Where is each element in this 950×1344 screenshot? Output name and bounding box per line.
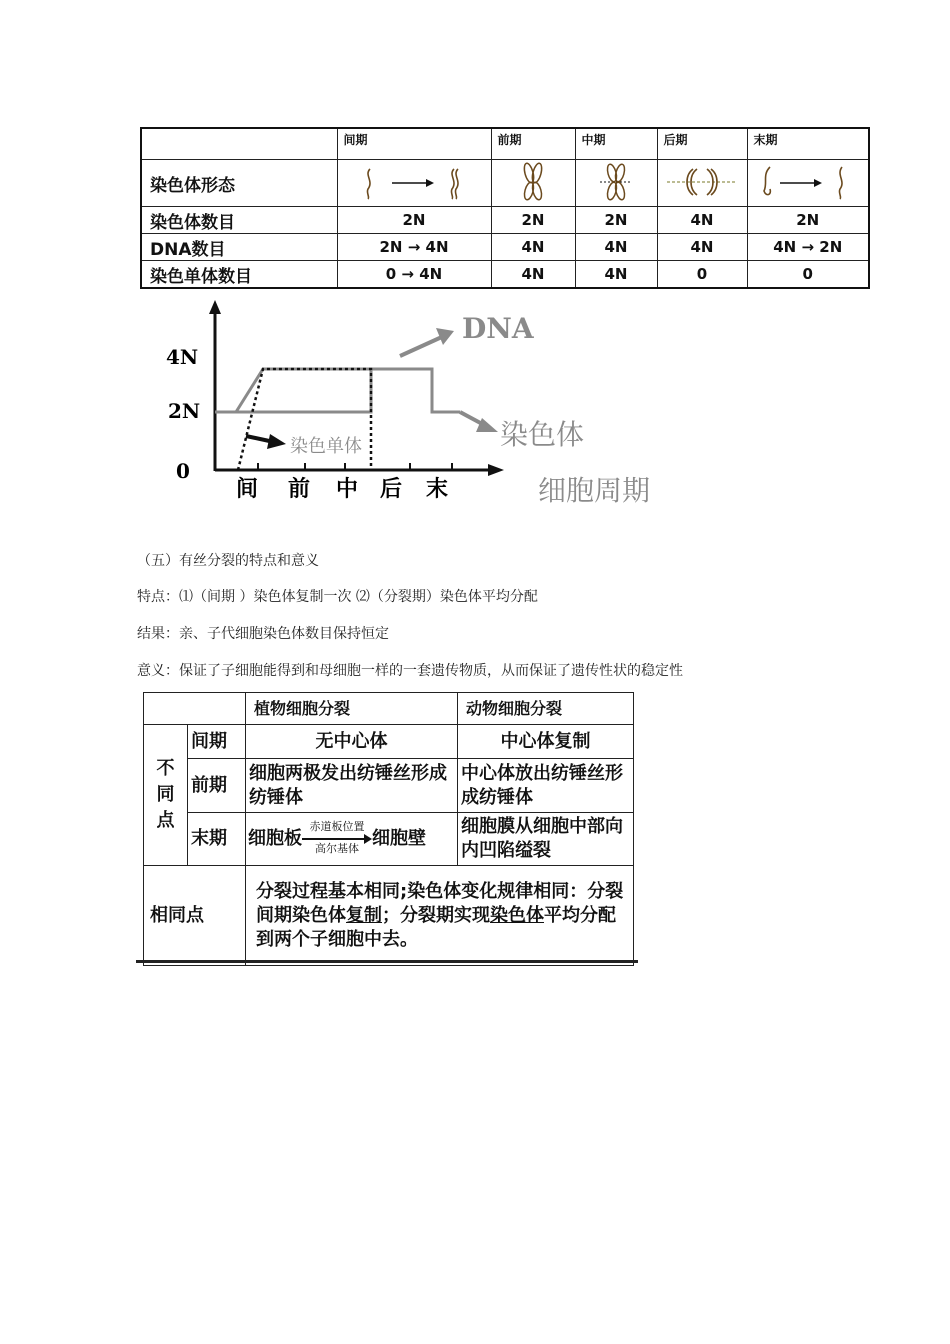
- table-cell: 0 → 4N: [337, 261, 491, 289]
- table-row: [144, 813, 634, 866]
- chromosome-shape-telophase: [747, 160, 869, 207]
- arrow-bottom-text: 高尔基体: [315, 842, 359, 855]
- stage-label: 间期: [188, 725, 246, 759]
- table-row: [141, 261, 869, 289]
- table-cell: 0: [657, 261, 747, 289]
- table-header-row: [144, 693, 634, 725]
- header-telophase: 末期: [747, 128, 869, 160]
- chromosome-table: [140, 127, 870, 289]
- chromosome-drawing-icon: [756, 161, 860, 201]
- table-cell: 2N → 4N: [337, 234, 491, 261]
- reaction-arrow: [302, 822, 372, 856]
- same-text-2: ；分裂期实现: [382, 904, 490, 926]
- same-points-cell: [246, 866, 634, 966]
- arrow-top-text: 赤道板位置: [309, 820, 365, 833]
- table-cell: 4N: [491, 234, 575, 261]
- header-empty: [141, 128, 337, 160]
- chromosome-line: [215, 369, 460, 412]
- table-cell: 细胞膜从细胞中部向内凹陷缢裂: [458, 813, 634, 866]
- table-cell: 中心体复制: [458, 725, 634, 759]
- label-chromatid: 染色单体: [290, 436, 362, 457]
- chromosome-shape-interphase: [337, 160, 491, 207]
- bottom-rule: [136, 960, 638, 963]
- chromosome-drawing-icon: [667, 161, 737, 201]
- x-label-interphase: 间: [236, 477, 259, 502]
- table-row: [141, 207, 869, 234]
- chromosome-drawing-icon: [354, 161, 474, 201]
- table-cell: 4N → 2N: [747, 234, 869, 261]
- header-animal: 动物细胞分裂: [458, 693, 634, 725]
- table-cell: 0: [747, 261, 869, 289]
- same-label: 相同点: [144, 866, 246, 966]
- table-cell: 2N: [747, 207, 869, 234]
- row-label: 染色体数目: [141, 207, 337, 234]
- table-cell: 4N: [575, 261, 657, 289]
- same-underline-1: 复制: [346, 904, 382, 926]
- features-text: 特点：⑴（间期 ）染色体复制一次 ⑵（分裂期）染色体平均分配: [137, 589, 538, 605]
- arrow-line: [302, 838, 366, 840]
- y-label-2n: 2N: [168, 399, 201, 423]
- chromatid-arrow-head-icon: [267, 434, 286, 449]
- label-chromosome: 染色体: [500, 418, 585, 451]
- y-label-4n: 4N: [166, 345, 199, 369]
- table-row: [141, 234, 869, 261]
- label-dna: DNA: [462, 312, 534, 345]
- cell-plate-text: 细胞板: [248, 828, 302, 849]
- header-plant: 植物细胞分裂: [246, 693, 458, 725]
- table-cell: 4N: [657, 207, 747, 234]
- x-label-telophase: 末: [426, 477, 449, 502]
- chromosome-shape-metaphase: [575, 160, 657, 207]
- header-interphase: 间期: [337, 128, 491, 160]
- chromosome-drawing-icon: [518, 161, 548, 201]
- table-cell: 2N: [575, 207, 657, 234]
- table-row: [141, 160, 869, 207]
- stage-label: 末期: [188, 813, 246, 866]
- cell-wall-text: 细胞壁: [372, 828, 426, 849]
- x-label-prophase: 前: [288, 477, 311, 502]
- chromosome-drawing-icon: [598, 161, 634, 201]
- table-cell: 细胞两极发出纺锤丝形成纺锤体: [246, 759, 458, 813]
- x-label-anaphase: 后: [380, 477, 403, 502]
- stage-label: 前期: [188, 759, 246, 813]
- x-label-metaphase: 中: [336, 477, 359, 502]
- table-cell: 无中心体: [246, 725, 458, 759]
- result-text: 结果：亲、子代细胞染色体数目保持恒定: [137, 626, 389, 642]
- header-anaphase: 后期: [657, 128, 747, 160]
- header-metaphase: 中期: [575, 128, 657, 160]
- same-text-3: 平均分配到两个子细胞中去。: [256, 904, 616, 950]
- chromosome-arrow-head-icon: [476, 418, 498, 432]
- section-title: （五）有丝分裂的特点和意义: [137, 553, 319, 569]
- row-label: 染色单体数目: [141, 261, 337, 289]
- table-header-row: [141, 128, 869, 160]
- chromosome-shape-anaphase: [657, 160, 747, 207]
- plant-animal-comparison-table: [143, 692, 634, 966]
- dna-line: [215, 369, 371, 412]
- row-label: 染色体形态: [141, 160, 337, 207]
- table-cell: 4N: [491, 261, 575, 289]
- table-row: [144, 725, 634, 759]
- dna-arrow: [400, 336, 444, 356]
- table-row: [144, 759, 634, 813]
- y-axis-arrow-icon: [209, 300, 221, 314]
- table-row: [144, 866, 634, 966]
- row-label: DNA数目: [141, 234, 337, 261]
- table-cell: 中心体放出纺锤丝形成纺锤体: [458, 759, 634, 813]
- same-text-1: 分裂过程基本相同;染色体变化规律相同：分裂间期染色体: [256, 880, 624, 926]
- table-cell: 4N: [575, 234, 657, 261]
- x-axis-arrow-icon: [488, 464, 504, 476]
- y-label-0: 0: [176, 459, 190, 483]
- diff-label: 不同点: [144, 725, 188, 866]
- header-empty: [144, 693, 246, 725]
- table-cell: 2N: [337, 207, 491, 234]
- label-cell-cycle: 细胞周期: [538, 474, 651, 507]
- same-underline-2: 染色体: [490, 904, 544, 926]
- table-cell: 2N: [491, 207, 575, 234]
- header-prophase: 前期: [491, 128, 575, 160]
- chromosome-shape-prophase: [491, 160, 575, 207]
- table-cell: 4N: [657, 234, 747, 261]
- table-cell: [246, 813, 458, 866]
- dna-chromosome-graph: [160, 298, 680, 513]
- meaning-text: 意义：保证了子细胞能得到和母细胞一样的一套遗传物质，从而保证了遗传性状的稳定性: [137, 663, 683, 679]
